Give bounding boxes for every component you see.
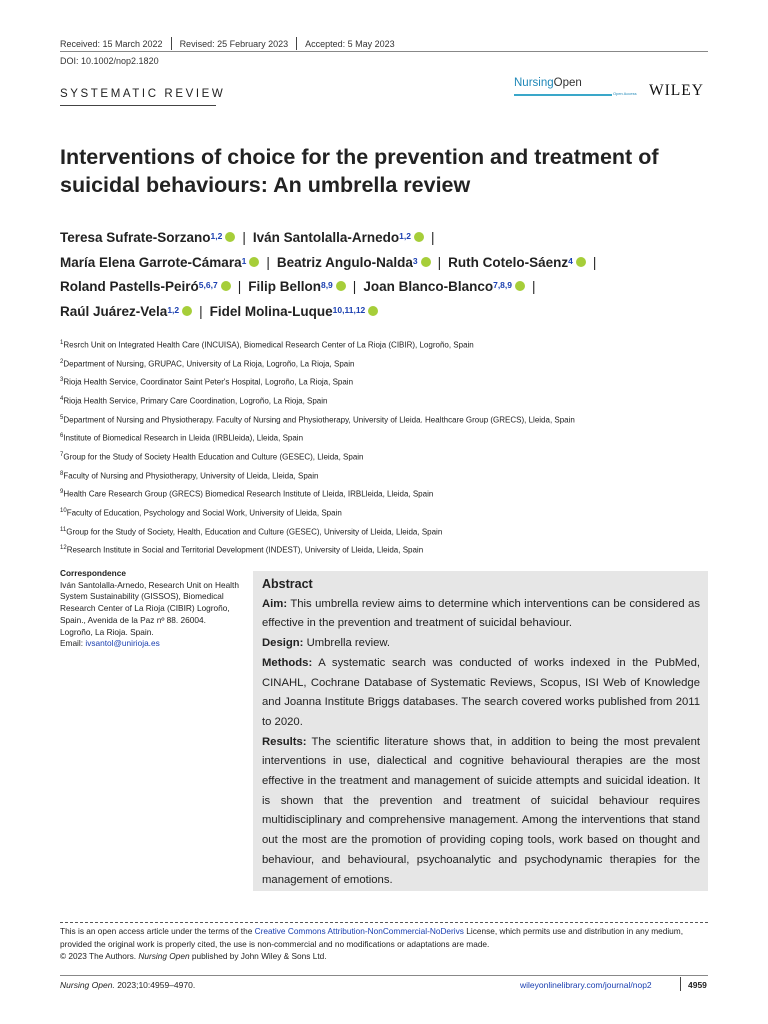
abstract-box bbox=[253, 571, 708, 891]
author-affiliation[interactable]: 1,2 bbox=[399, 231, 411, 241]
author-name[interactable]: Raúl Juárez-Vela bbox=[60, 303, 168, 319]
author-affiliation[interactable]: 1 bbox=[241, 255, 247, 266]
author-name[interactable]: Filip Bellon bbox=[248, 279, 321, 294]
abstract-design bbox=[262, 634, 700, 654]
author-separator: | bbox=[437, 254, 442, 270]
affiliation-number: 12 bbox=[60, 545, 67, 552]
affiliation-item bbox=[60, 484, 710, 503]
affiliation-number: 5 bbox=[60, 414, 64, 421]
affiliation-text: Resrch Unit on Integrated Health Care (INCUISA), Biomedical Research Center of La Rioja (CIBIR), Logroño, Spain bbox=[63, 340, 474, 350]
design-label: Design: bbox=[262, 637, 304, 650]
author-name[interactable]: Beatriz Angulo-Nalda bbox=[276, 254, 413, 270]
author-name[interactable]: Fidel Molina-Luque bbox=[209, 303, 333, 319]
author-list bbox=[60, 226, 710, 324]
orcid-icon[interactable] bbox=[249, 257, 259, 267]
affiliation-text: Department of Nursing and Physiotherapy. Faculty of Nursing and Physiotherapy, University of Lleida. Healthcare Group (GRECS), Lleida, Spain bbox=[63, 415, 575, 425]
results-text: The scientific literature shows that, in addition to being the most prevalent interventions in use, dialectical and cognitive behavioural therapies are the most effective in the treatment and management of suicide attempts and suicidal ideation. It is shown that the prevention and treatment of suicidal behaviour requires multidisciplinary and comprehensive management. Among the interventions that stand out the most are the promotion of providing coping tools, work based on thought and behaviour, and behavioural, psychoanalytic and psychodynamic therapies for the management of emotions. bbox=[262, 735, 700, 886]
affiliation-text: Group for the Study of Society, Health, Education and Culture (GESEC), University of Lleida, Lleida, Spain bbox=[66, 527, 443, 537]
affiliation-item bbox=[60, 522, 710, 541]
license-post: License, which permits use and distribution in any medium, provided the original work is properly cited, the use is non-commercial and no modifications or adaptations are made. bbox=[60, 926, 684, 949]
doi[interactable]: DOI: 10.1002/nop2.1820 bbox=[60, 56, 159, 66]
affiliation-item bbox=[60, 503, 710, 522]
affiliation-number: 6 bbox=[60, 433, 64, 440]
affiliation-text: Health Care Research Group (GRECS) Biomedical Research Institute of Lleida, IRBLleida, Lleida, Spain bbox=[63, 489, 434, 499]
affiliation-number: 4 bbox=[60, 395, 64, 402]
author-affiliation[interactable]: 8,9 bbox=[320, 280, 333, 290]
received-date: Received: 15 March 2022 bbox=[60, 38, 163, 49]
license-link[interactable]: Creative Commons Attribution-NonCommercial-NoDerivs bbox=[254, 926, 464, 936]
author-name[interactable]: Iván Santolalla-Arnedo bbox=[252, 230, 400, 245]
header-rule bbox=[60, 51, 708, 52]
correspondence-heading: Correspondence bbox=[60, 568, 126, 578]
affiliation-number: 9 bbox=[60, 489, 64, 496]
journal-logo[interactable] bbox=[514, 75, 708, 105]
journal-name-part1: Nursing bbox=[514, 77, 554, 89]
abstract-methods bbox=[262, 654, 700, 733]
author-separator: | bbox=[352, 279, 357, 294]
affiliation-item bbox=[60, 354, 710, 373]
copyright-post: published by John Wiley & Sons Ltd. bbox=[191, 951, 327, 961]
open-access-label: Open Access bbox=[613, 91, 637, 96]
author-name[interactable]: Roland Pastells-Peiró bbox=[60, 279, 199, 294]
citation-journal: Nursing Open. bbox=[60, 980, 115, 990]
orcid-icon[interactable] bbox=[414, 232, 424, 242]
affiliation-item bbox=[60, 540, 710, 559]
orcid-icon[interactable] bbox=[336, 281, 346, 291]
journal-url[interactable]: wileyonlinelibrary.com/journal/nop2 bbox=[520, 980, 652, 990]
revised-date: Revised: 25 February 2023 bbox=[179, 38, 289, 49]
author-line bbox=[60, 275, 710, 300]
affiliation-item bbox=[60, 428, 710, 447]
orcid-icon[interactable] bbox=[515, 281, 525, 291]
author-separator: | bbox=[242, 230, 246, 245]
affiliation-item bbox=[60, 410, 710, 429]
copyright-pre: © 2023 The Authors. bbox=[60, 951, 137, 961]
orcid-icon[interactable] bbox=[368, 306, 378, 316]
abstract-results bbox=[262, 733, 700, 891]
copyright-line bbox=[60, 950, 708, 963]
methods-label: Methods: bbox=[262, 656, 313, 669]
author-separator: | bbox=[431, 230, 435, 245]
affiliation-text: Rioja Health Service, Coordinator Saint Peter's Hospital, Logroño, La Rioja, Spain bbox=[63, 377, 354, 387]
affiliation-text: Faculty of Nursing and Physiotherapy, University of Lleida, Lleida, Spain bbox=[63, 471, 319, 481]
affiliation-number: 3 bbox=[60, 377, 64, 384]
methods-text: A systematic search was conducted of works indexed in the PubMed, CINAHL, Cochrane Database of Systematic Reviews, Scopus, ISI Web of Knowledge and Joanna Institute Briggs databases. The search covered works published from 2011 to 2020. bbox=[262, 656, 700, 728]
affiliation-item bbox=[60, 466, 710, 485]
orcid-icon[interactable] bbox=[576, 257, 586, 267]
affiliation-number: 8 bbox=[60, 470, 64, 477]
author-separator: | bbox=[237, 279, 242, 294]
author-line bbox=[60, 300, 710, 325]
affiliation-text: Research Institute in Social and Territorial Development (INDEST), University of Lleida, Lleida, Spain bbox=[66, 545, 424, 555]
date-separator bbox=[296, 37, 297, 50]
footer-rule bbox=[60, 975, 708, 976]
correspondence bbox=[60, 568, 240, 650]
page-separator bbox=[680, 977, 681, 991]
affiliation-item bbox=[60, 335, 710, 354]
license-text bbox=[60, 925, 708, 950]
date-separator bbox=[171, 37, 172, 50]
author-affiliation[interactable]: 1,2 bbox=[167, 304, 180, 315]
affiliation-item bbox=[60, 372, 710, 391]
affiliation-number: 11 bbox=[60, 526, 67, 533]
affiliation-item bbox=[60, 391, 710, 410]
section-label: SYSTEMATIC REVIEW bbox=[60, 88, 226, 100]
accepted-date: Accepted: 5 May 2023 bbox=[305, 38, 395, 49]
citation-details: 2023;10:4959–4970. bbox=[117, 980, 196, 990]
author-name[interactable]: María Elena Garrote-Cámara bbox=[60, 254, 242, 270]
correspondence-email-link[interactable]: ivsantol@unirioja.es bbox=[85, 638, 160, 649]
author-affiliation[interactable]: 4 bbox=[568, 255, 573, 266]
orcid-icon[interactable] bbox=[225, 232, 235, 242]
license-divider bbox=[60, 922, 708, 923]
author-separator: | bbox=[199, 303, 203, 319]
abstract-heading: Abstract bbox=[262, 577, 313, 591]
author-line bbox=[60, 226, 710, 251]
correspondence-email-line bbox=[60, 638, 240, 650]
orcid-icon[interactable] bbox=[221, 281, 231, 291]
affiliation-text: Institute of Biomedical Research in Lleida (IRBLleida), Lleida, Spain bbox=[63, 433, 304, 443]
affiliation-number: 7 bbox=[60, 451, 64, 458]
license-pre: This is an open access article under the terms of the bbox=[60, 926, 253, 936]
author-line bbox=[60, 251, 710, 276]
author-separator: | bbox=[592, 254, 597, 270]
author-affiliation[interactable]: 1,2 bbox=[210, 231, 223, 241]
journal-name bbox=[514, 77, 582, 89]
copyright-journal: Nursing Open bbox=[138, 951, 190, 961]
affiliation-text: Department of Nursing, GRUPAC, University of La Rioja, Logroño, La Rioja, Spain bbox=[63, 359, 355, 369]
affiliation-text: Faculty of Education, Psychology and Social Work, University of Lleida, Spain bbox=[66, 508, 342, 518]
author-name[interactable]: Teresa Sufrate-Sorzano bbox=[60, 230, 211, 245]
orcid-icon[interactable] bbox=[421, 257, 431, 267]
author-name[interactable]: Joan Blanco-Blanco bbox=[363, 279, 494, 294]
author-affiliation[interactable]: 7,8,9 bbox=[493, 280, 512, 290]
author-separator: | bbox=[532, 279, 536, 294]
journal-name-part2: Open bbox=[553, 77, 582, 89]
correspondence-body: Iván Santolalla-Arnedo, Research Unit on Health System Sustainability (GISSOS), Biomedical Research Center of La Rioja (CIBIR) Logroño, Spain., Avenida de la Paz nº 88. 26004. Logroño, La Rioja. Spain. bbox=[60, 579, 239, 637]
email-label: Email: bbox=[60, 638, 84, 649]
affiliation-number: 1 bbox=[60, 340, 64, 346]
author-affiliation[interactable]: 10,11,12 bbox=[332, 304, 366, 315]
affiliation-list bbox=[60, 335, 710, 559]
abstract-aim bbox=[262, 595, 700, 634]
affiliation-number: 2 bbox=[60, 358, 64, 365]
affiliation-number: 10 bbox=[60, 507, 67, 514]
section-rule bbox=[60, 105, 216, 106]
affiliation-text: Rioja Health Service, Primary Care Coordination, Logroño, La Rioja, Spain bbox=[63, 396, 328, 406]
license-note bbox=[60, 925, 708, 963]
results-label: Results: bbox=[262, 735, 307, 748]
publisher-logo: WILEY bbox=[649, 82, 704, 99]
aim-text: This umbrella review aims to determine which interventions can be considered as effective in the prevention and treatment of suicidal behaviour. bbox=[262, 597, 700, 630]
author-name[interactable]: Ruth Cotelo-Sáenz bbox=[448, 254, 569, 270]
affiliation-item bbox=[60, 447, 710, 466]
design-text: Umbrella review. bbox=[306, 637, 391, 650]
citation bbox=[60, 980, 195, 990]
aim-label: Aim: bbox=[262, 597, 288, 610]
author-separator: | bbox=[266, 254, 270, 270]
page-number: 4959 bbox=[688, 980, 707, 990]
author-affiliation[interactable]: 3 bbox=[412, 255, 418, 266]
orcid-icon[interactable] bbox=[182, 306, 192, 316]
author-affiliation[interactable]: 5,6,7 bbox=[198, 280, 218, 290]
article-title: Interventions of choice for the prevention and treatment of suicidal behaviours: An umbrella review bbox=[60, 145, 659, 197]
article-dates bbox=[60, 37, 395, 50]
affiliation-text: Group for the Study of Society Health Education and Culture (GESEC), Lleida, Spain bbox=[63, 452, 364, 462]
